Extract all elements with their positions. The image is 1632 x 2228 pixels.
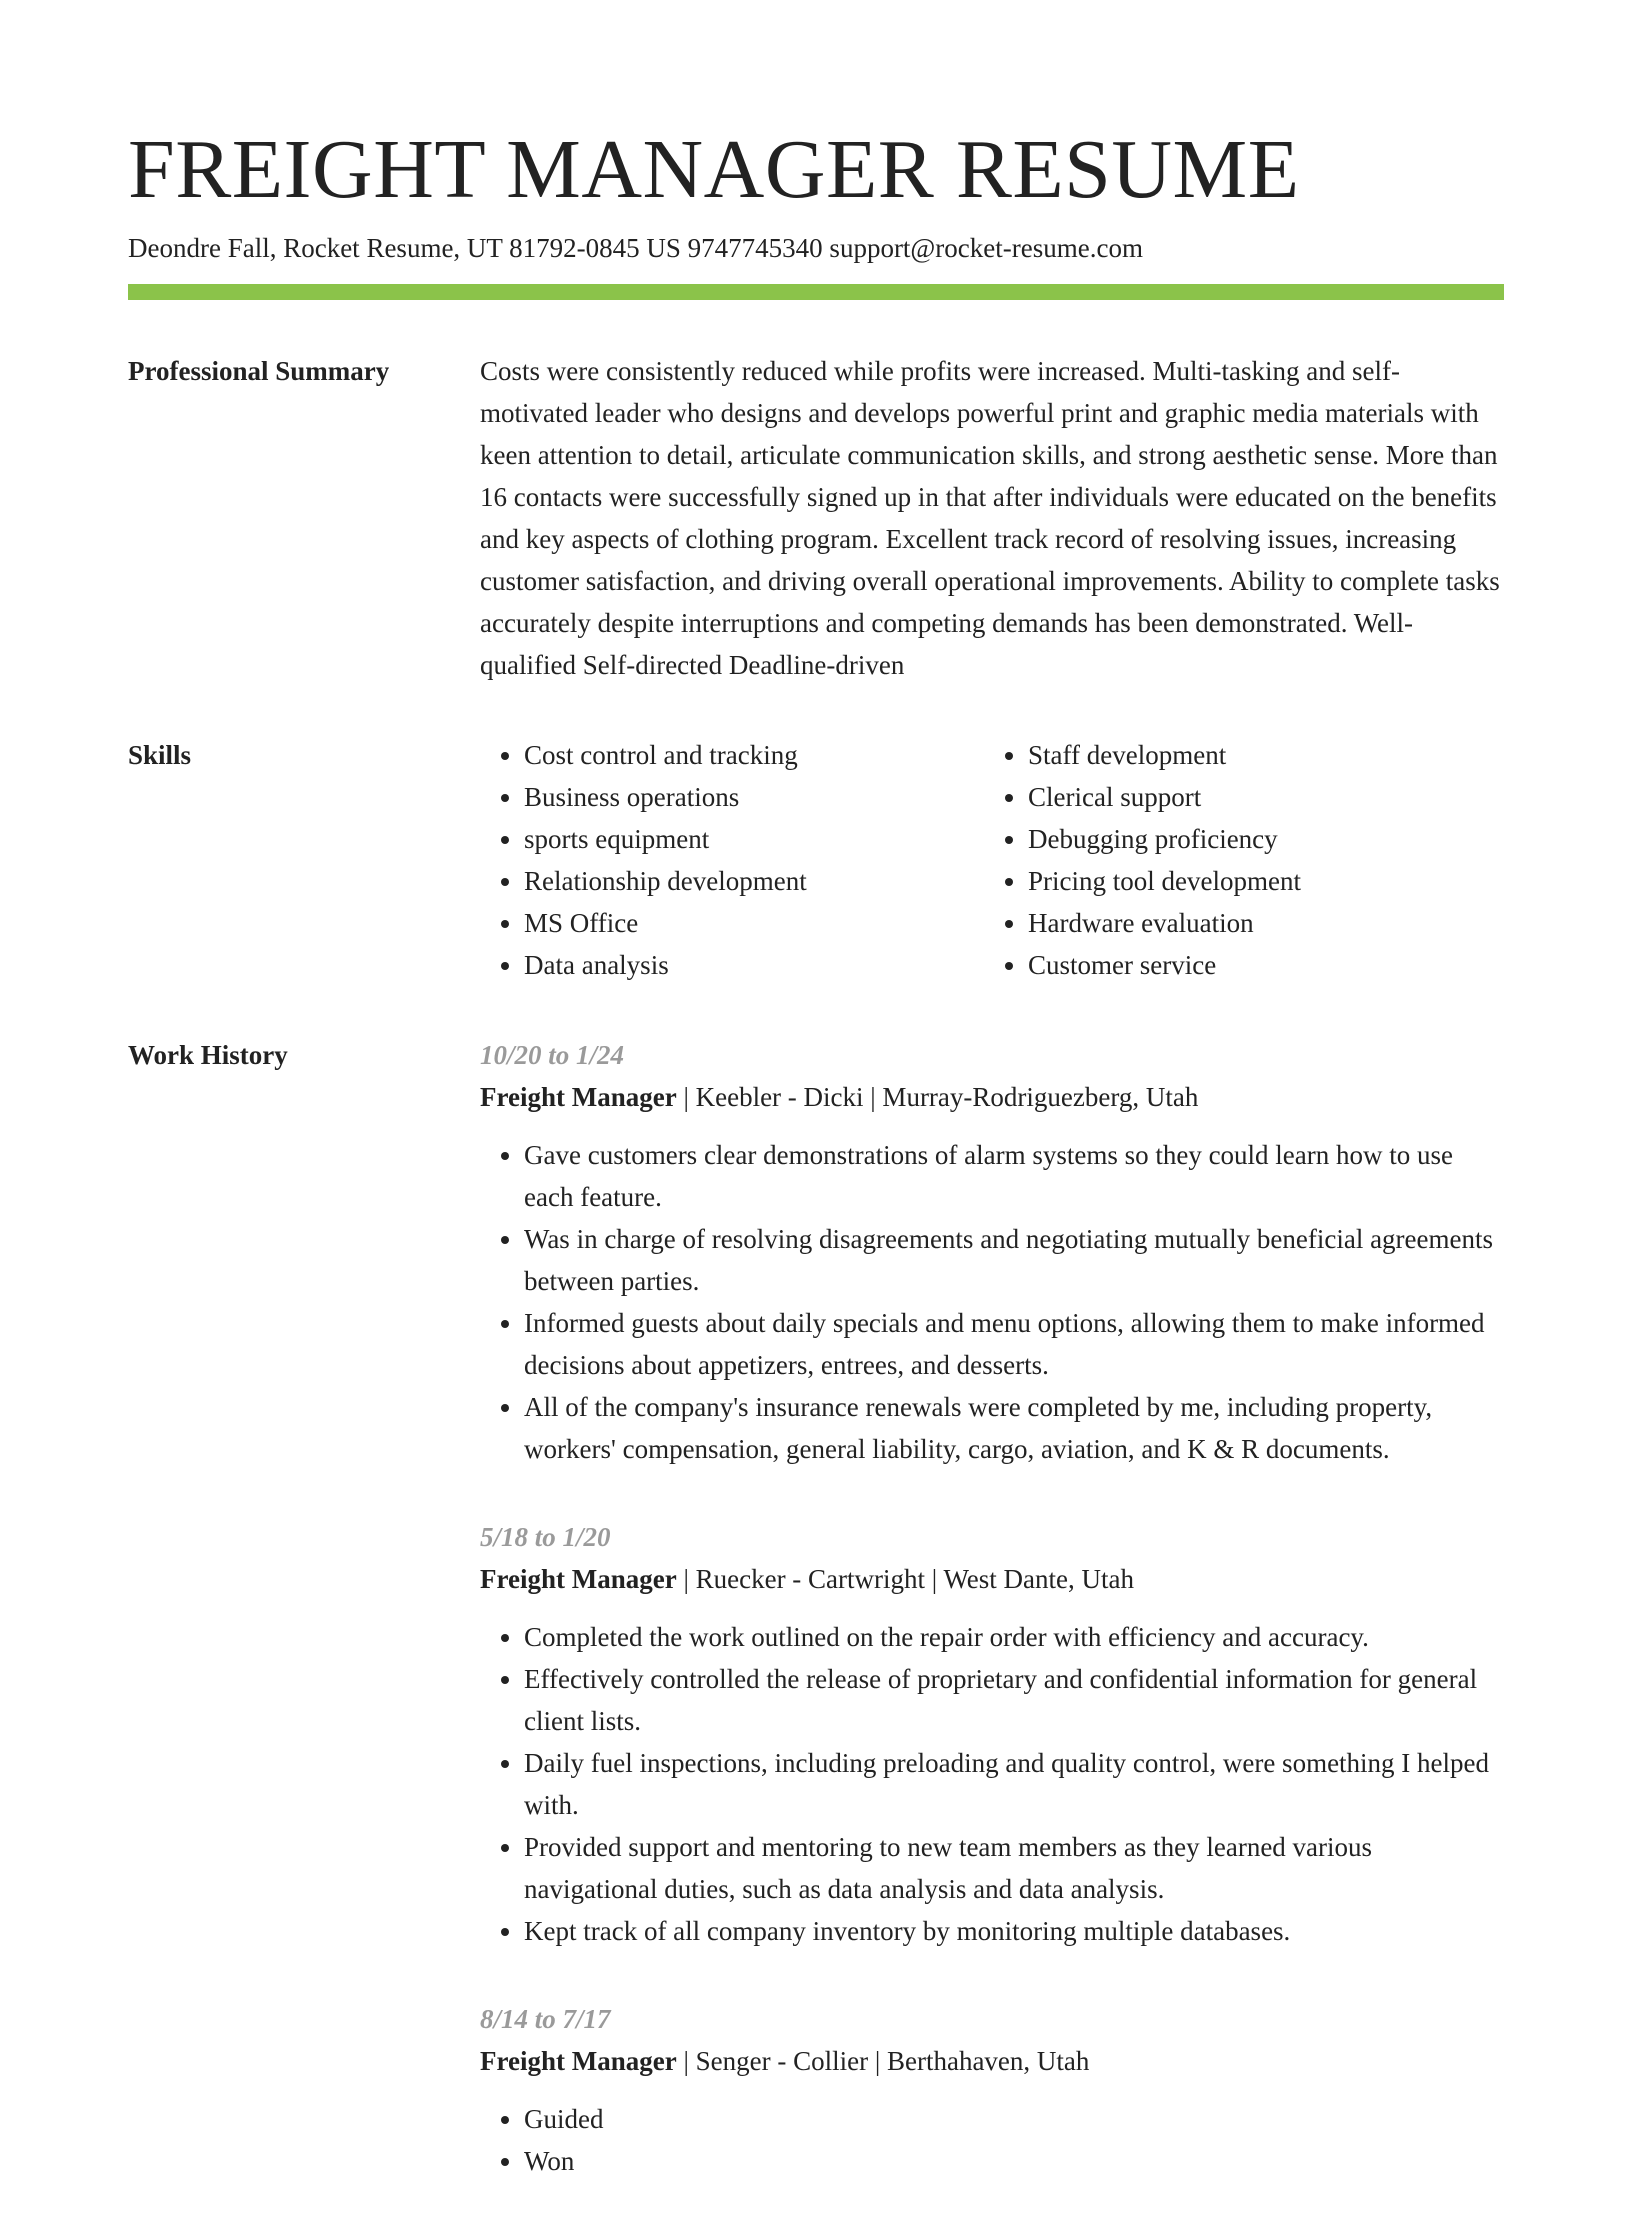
job-heading — [480, 1076, 1504, 1118]
job-bullet: • Was in charge of resolving disagreements and negotiating mutually beneficial agreements between parties. — [524, 1218, 1504, 1302]
resume-title: FREIGHT MANAGER RESUME — [128, 123, 1300, 216]
job-entry — [480, 1516, 1504, 1952]
accent-divider — [128, 284, 1504, 300]
job-bullet: • Provided support and mentoring to new team members as they learned various navigational duties, such as data analysis and data analysis. — [524, 1826, 1504, 1910]
skill-item: • Clerical support — [1028, 776, 1504, 818]
job-bullet: • Gave customers clear demonstrations of alarm systems so they could learn how to use each feature. — [524, 1134, 1504, 1218]
work-history-body — [480, 1034, 1504, 2228]
summary-text: Costs were consistently reduced while profits were increased. Multi-tasking and self-motivated leader who designs and develops powerful print and graphic media materials with keen attention to detail, articulate communication skills, and strong aesthetic sense. More than 16 contacts were successfully signed up in that after individuals were educated on the benefits and key aspects of clothing program. Excellent track record of resolving issues, increasing customer satisfaction, and driving overall operational improvements. Ability to complete tasks accurately despite interruptions and competing demands has been demonstrated. Well-qualified Self-directed Deadline-driven — [480, 356, 1500, 680]
skills-column-left — [480, 734, 984, 986]
skill-item: • Hardware evaluation — [1028, 902, 1504, 944]
work-history-section — [128, 1034, 1504, 2228]
skill-item: • Debugging proficiency — [1028, 818, 1504, 860]
job-details: | Keebler - Dicki | Murray-Rodriguezberg, Utah — [676, 1082, 1199, 1112]
job-bullet: • All of the company's insurance renewals were completed by me, including property, workers' compensation, general liability, cargo, aviation, and K & R documents. — [524, 1386, 1504, 1470]
job-heading — [480, 1558, 1504, 1600]
skills-section — [128, 734, 1504, 986]
section-label-work-history: Work History — [128, 1040, 288, 1070]
job-bullets — [480, 2098, 1504, 2182]
job-dates: 5/18 to 1/20 — [480, 1522, 611, 1552]
skill-item: • MS Office — [524, 902, 984, 944]
section-label-professional-summary: Professional Summary — [128, 356, 390, 386]
job-heading — [480, 2040, 1504, 2082]
job-bullet: • Kept track of all company inventory by monitoring multiple databases. — [524, 1910, 1504, 1952]
professional-summary-body — [480, 350, 1504, 686]
job-dates: 8/14 to 7/17 — [480, 2004, 611, 2034]
skill-item: • Pricing tool development — [1028, 860, 1504, 902]
skill-item: • Customer service — [1028, 944, 1504, 986]
skill-item: • Data analysis — [524, 944, 984, 986]
contact-line: Deondre Fall, Rocket Resume, UT 81792-0845 US 9747745340 support@rocket-resume.com — [128, 233, 1143, 263]
job-details: | Ruecker - Cartwright | West Dante, Utah — [676, 1564, 1134, 1594]
job-bullet: • Daily fuel inspections, including preloading and quality control, were something I helped with. — [524, 1742, 1504, 1826]
skill-item: • Staff development — [1028, 734, 1504, 776]
resume-page — [128, 0, 1504, 2228]
skills-column-right — [984, 734, 1504, 986]
job-bullet: • Completed the work outlined on the repair order with efficiency and accuracy. — [524, 1616, 1504, 1658]
job-details: | Senger - Collier | Berthahaven, Utah — [676, 2046, 1090, 2076]
skill-item: • sports equipment — [524, 818, 984, 860]
skills-list — [480, 734, 1504, 986]
skill-item: • Relationship development — [524, 860, 984, 902]
job-bullets — [480, 1616, 1504, 1952]
professional-summary-section — [128, 350, 1504, 686]
section-label-skills: Skills — [128, 740, 192, 770]
job-bullet: • Guided — [524, 2098, 1504, 2140]
job-bullet: • Informed guests about daily specials and menu options, allowing them to make informed decisions about appetizers, entrees, and desserts. — [524, 1302, 1504, 1386]
job-title: Freight Manager — [480, 1564, 677, 1594]
job-bullets — [480, 1134, 1504, 1470]
job-title: Freight Manager — [480, 2046, 677, 2076]
job-entry — [480, 1034, 1504, 1470]
job-bullet: • Effectively controlled the release of proprietary and confidential information for general client lists. — [524, 1658, 1504, 1742]
skill-item: • Cost control and tracking — [524, 734, 984, 776]
job-entry — [480, 1998, 1504, 2182]
job-bullet: • Won — [524, 2140, 1504, 2182]
job-dates: 10/20 to 1/24 — [480, 1040, 625, 1070]
job-title: Freight Manager — [480, 1082, 677, 1112]
skill-item: • Business operations — [524, 776, 984, 818]
